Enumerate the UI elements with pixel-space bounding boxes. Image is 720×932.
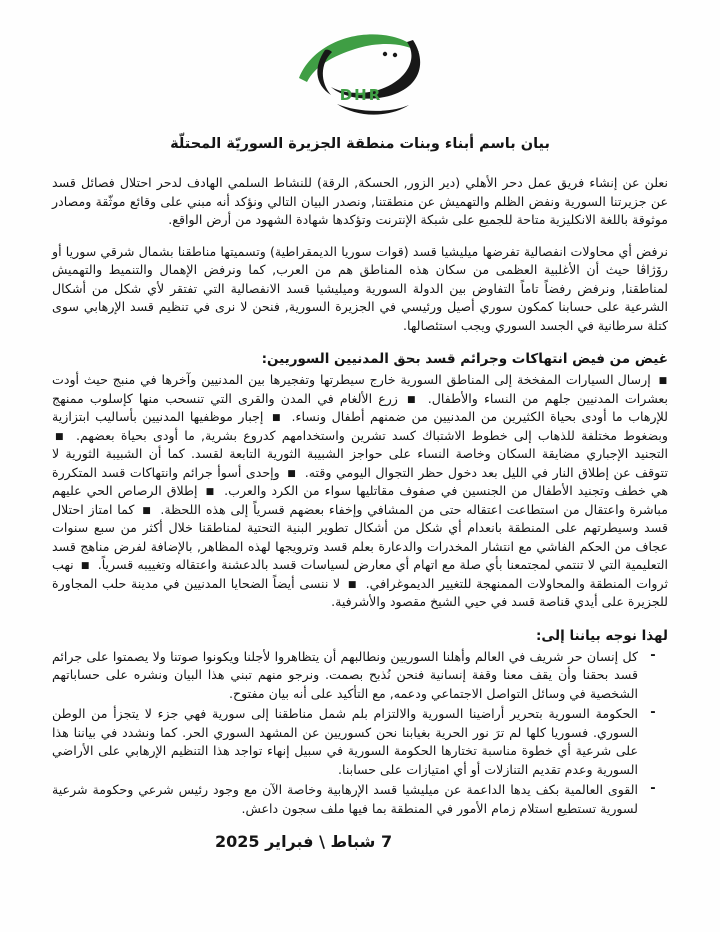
violation-text: نهب ثروات المنطقة والمحاولات الممنهجة للتغيير الديموغرافي. bbox=[52, 557, 668, 591]
square-bullet-icon: ■ bbox=[347, 579, 357, 590]
list-item-text: كل إنسان حر شريف في العالم وأهلنا السوريين ونطالبهم أن يتظاهروا لأجلنا ويكونوا صوتنا ولا يصمتوا على جرائم قسد بحقنا وأن يقف معنا وقفة إنسانية فنحن نُذبح بصمت. ونرجو منهم تبني هذا البيان ونشره على حساباتهم الشخصية في وسائل التواصل الاجتماعي ودعمه, مع التأكيد على أنه بيان مفتوح. bbox=[52, 648, 638, 701]
statement-date: 7 شباط \ فبراير 2025 bbox=[215, 832, 393, 851]
dhr-logo-graphic bbox=[285, 24, 435, 124]
list-item bbox=[52, 648, 668, 704]
violation-text: إرسال السيارات المفخخة إلى المناطق السورية خارج سيطرتها وتفجيرها بين المدنيين وآخرها في منبج حيث أودت بعشرات المدنيين جلهم من النساء والأطفال. bbox=[52, 372, 669, 406]
addressee-list bbox=[52, 648, 668, 819]
violation-text: زرع الألغام في المدن والقرى التي تنسحب منها كإسلوب ممنهج للإرهاب ما أودى بحياة الكثيرين من المدنيين من ضمنهم أطفال ونساء. bbox=[52, 390, 668, 424]
square-bullet-icon: ■ bbox=[80, 561, 90, 571]
statement-title: بيان باسم أبناء وبنات منطقة الجزيرة السوريّة المحتلّة bbox=[170, 136, 550, 152]
address-heading: لهذا نوجه بياننا إلى: bbox=[535, 627, 668, 644]
violations-heading: غيض من فيض انتهاكات وجرائم قسد بحق المدنيين السوريين: bbox=[261, 351, 668, 367]
dhr-logo bbox=[52, 24, 668, 128]
intro-paragraph: نعلن عن إنشاء فريق عمل دحر الأهلي (دير الزور, الحسكة, الرقة) للنشاط السلمي الهادف لدحر احتلال فصائل قسد عن جزيرتنا السورية ونفض الظلم والتهميش عن منطقتنا, ونصدر البيان التالي ونؤكد أنه مبني على وقائع موثّقة ومصادر موثوقة باللغة الانكليزية متاحة للجميع على شبكة الإنترنت وتؤكدها شهادة الشهود من أرض الواقع. bbox=[52, 175, 668, 227]
square-bullet-icon: ■ bbox=[142, 505, 152, 516]
violation-text: وإحدى أسوأ جرائم وانتهاكات قسد المتكررة هي خطف وتجنيد الأطفال من الجنسين في صفوف مقاتليها سواء من الكرد والعرب. bbox=[52, 464, 668, 498]
square-bullet-icon: ■ bbox=[407, 394, 418, 405]
square-bullet-icon: ■ bbox=[271, 413, 282, 423]
dhr-wordmark: DHR bbox=[339, 86, 383, 104]
square-bullet-icon: ■ bbox=[55, 431, 66, 442]
square-bullet-icon: ■ bbox=[658, 376, 668, 386]
dash-bullet-icon: - bbox=[650, 781, 656, 796]
green-swoosh-icon bbox=[299, 34, 419, 82]
violations-paragraph bbox=[52, 371, 668, 612]
list-item bbox=[52, 781, 668, 818]
square-bullet-icon: ■ bbox=[287, 468, 297, 479]
violation-text: كما امتاز احتلال قسد وسيطرتهم على المنطقة بانعدام أي شكل من أشكال تطوير البنية التحتية لمناطقنا خلال أكثر من سبع سنوات عجاف من الحكم الفاشي مع انتشار المخدرات والدعارة بعلم قسد وترويجها لهذه المظاهر, بالإضافة لفرض مناهج قسد التعليمية التي لا تنتمي لمجتمعنا بأي صلة مع اتهام أي معارض لسياسات قسد بالدعشنة واعتقاله وتغييبه قسرياً. bbox=[52, 501, 668, 572]
rejection-paragraph: نرفض أي محاولات انفصالية تفرضها ميليشيا قسد (قوات سوريا الديمقراطية) وتسميتها مناطقنا بشمال شرقي سوريا أو رۆژاڤا حيث أن الأغلبية العظمى من سكان هذه المناطق هم من العرب, كما ونرفض الإهمال والتنميط والتهميش لمناطقنا, ونرفض رفضاً تاماً التفاوض بين الدولة السورية وميليشيا قسد الانفصالية التي تفتقر لأي شكل من أشكال الشرعية على حسابنا كمكون سوري أصيل ورئيسي في الجزيرة السورية, فنحن لا نرى في تنظيم قسد الإرهابي سوى كتلة سرطانية في الجسد السوري ويجب استئصالها. bbox=[52, 243, 668, 333]
violation-text: لا ننسى أيضاً الضحايا المدنيين في مدينة حلب المجاورة للجزيرة على أيدي قناصة قسد في حيي الشيخ مقصود والأشرفية. bbox=[52, 575, 668, 609]
violation-text: إجبار موظفيها المدنيين بأساليب ابتزازية وبضغوط مختلفة للذهاب إلى خطوط الاشتباك كسد تشرين واستخدامهم كدروع بشرية, ما أودى بحياة بعضهم. bbox=[52, 409, 669, 443]
violation-text: التجنيد الإجباري مضايقة السكان وخاصة النساء على حواجز الشبيبة الثورية التابعة لقسد. كما أن الشبيبة الثورية لا تتوقف عن إطلاق النار في الليل بعد دخول حظر التجوال اليومي وقته. bbox=[52, 446, 668, 480]
dash-bullet-icon: - bbox=[650, 705, 656, 720]
square-bullet-icon: ■ bbox=[205, 487, 216, 497]
list-item bbox=[52, 705, 668, 779]
dash-bullet-icon: - bbox=[650, 647, 656, 663]
list-item-text: الحكومة السورية بتحرير أراضينا السورية والالتزام بلم شمل مناطقنا إلى سورية فهي جزء لا يتجزأ من الوطن السوري. فسوريا كلها لم ترَ نور الحرية بغيابنا نحن كسوريين عن المشهد السوري الحر. كما ونشدد في بياننا هذا على شرعية أي خطوة مناسبة تختارها الحكومة السورية في سبيل إنهاء تواجد هذا التنظيم الإرهابي على الأراضي السورية وعدم تقديم التنازلات أو أي امتيازات على حسابنا. bbox=[52, 706, 638, 777]
list-item-text: القوى العالمية بكف يدها الداعمة عن ميليشيا قسد الإرهابية وخاصة الآن مع وجود رئيس شرعي وحكومة شرعية لسورية تستطيع استلام زمام الأمور في المنطقة بما فيها ملف سجون داعش. bbox=[52, 782, 638, 816]
violation-text: إطلاق الرصاص الحي عليهم مباشرة واعتقال من استطاعت اعتقاله حتى من المشافي وإخفاء بعضهم قسرياً إلى هذه اللحظة. bbox=[52, 483, 668, 517]
